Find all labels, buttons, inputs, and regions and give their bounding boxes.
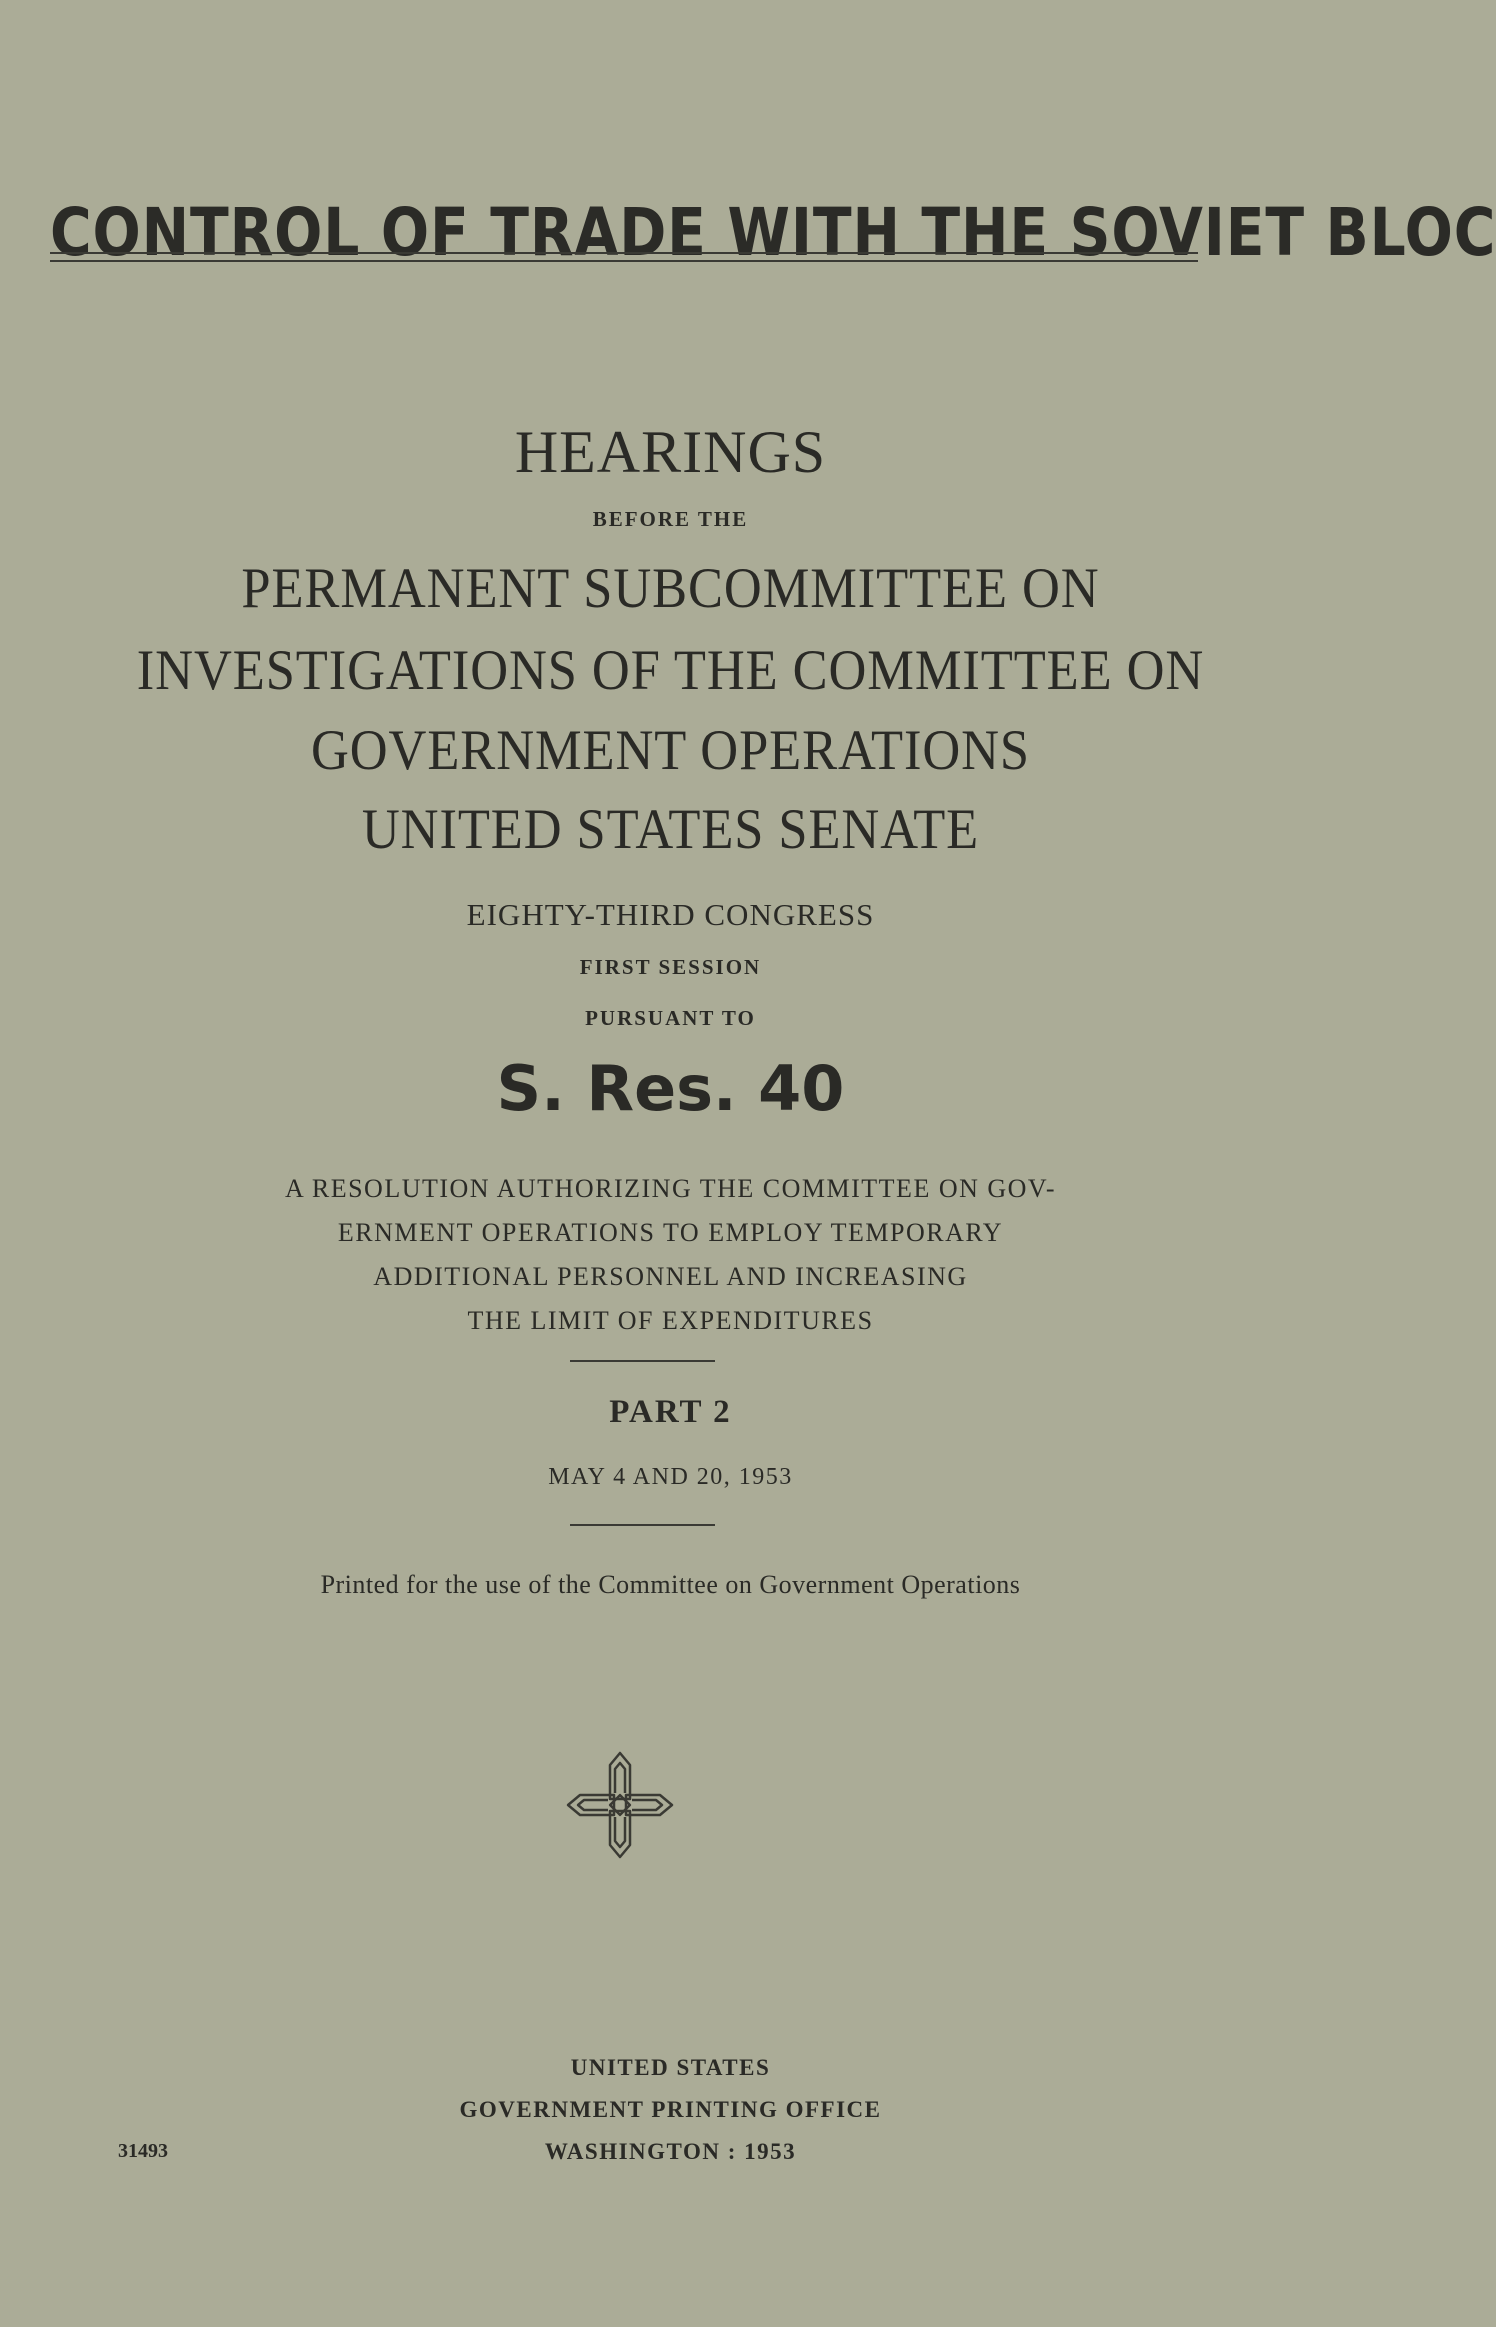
part-number: PART 2 bbox=[609, 1394, 732, 1430]
rule-above-part bbox=[570, 1360, 715, 1362]
gpo-ornament-icon bbox=[560, 1745, 680, 1865]
congress: EIGHTY-THIRD CONGRESS bbox=[466, 897, 875, 932]
resolution-line-2: ERNMENT OPERATIONS TO EMPLOY TEMPORARY bbox=[337, 1218, 1004, 1247]
imprint-line-3: WASHINGTON : 1953 bbox=[544, 2139, 797, 2164]
title-double-rule bbox=[50, 252, 1198, 262]
rule-below-date bbox=[570, 1524, 715, 1526]
printed-for-note: Printed for the use of the Committee on Government Operations bbox=[320, 1570, 1021, 1599]
committee-line-2: INVESTIGATIONS OF THE COMMITTEE ON bbox=[136, 639, 1205, 702]
resolution-description bbox=[0, 1167, 1341, 1343]
committee-line-4: UNITED STATES SENATE bbox=[361, 798, 980, 861]
resolution-number: S. Res. 40 bbox=[496, 1052, 845, 1125]
pursuant-to: PURSUANT TO bbox=[585, 1006, 756, 1030]
resolution-line-4: THE LIMIT OF EXPENDITURES bbox=[467, 1306, 874, 1335]
imprint-line-1: UNITED STATES bbox=[570, 2055, 771, 2080]
job-number: 31493 bbox=[118, 2140, 168, 2162]
before-the: BEFORE THE bbox=[592, 507, 749, 531]
committee-line-1: PERMANENT SUBCOMMITTEE ON bbox=[241, 557, 1100, 620]
hearing-date: MAY 4 AND 20, 1953 bbox=[548, 1464, 793, 1490]
committee-line-3: GOVERNMENT OPERATIONS bbox=[310, 719, 1031, 782]
session: FIRST SESSION bbox=[579, 955, 762, 979]
series-title: CONTROL OF TRADE WITH THE SOVIET BLOC bbox=[50, 194, 1496, 272]
imprint-line-2: GOVERNMENT PRINTING OFFICE bbox=[459, 2097, 882, 2122]
resolution-line-3: ADDITIONAL PERSONNEL AND INCREASING bbox=[373, 1262, 968, 1291]
hearings-heading: HEARINGS bbox=[514, 419, 827, 485]
resolution-line-1: A RESOLUTION AUTHORIZING THE COMMITTEE ON GOV- bbox=[285, 1174, 1056, 1203]
